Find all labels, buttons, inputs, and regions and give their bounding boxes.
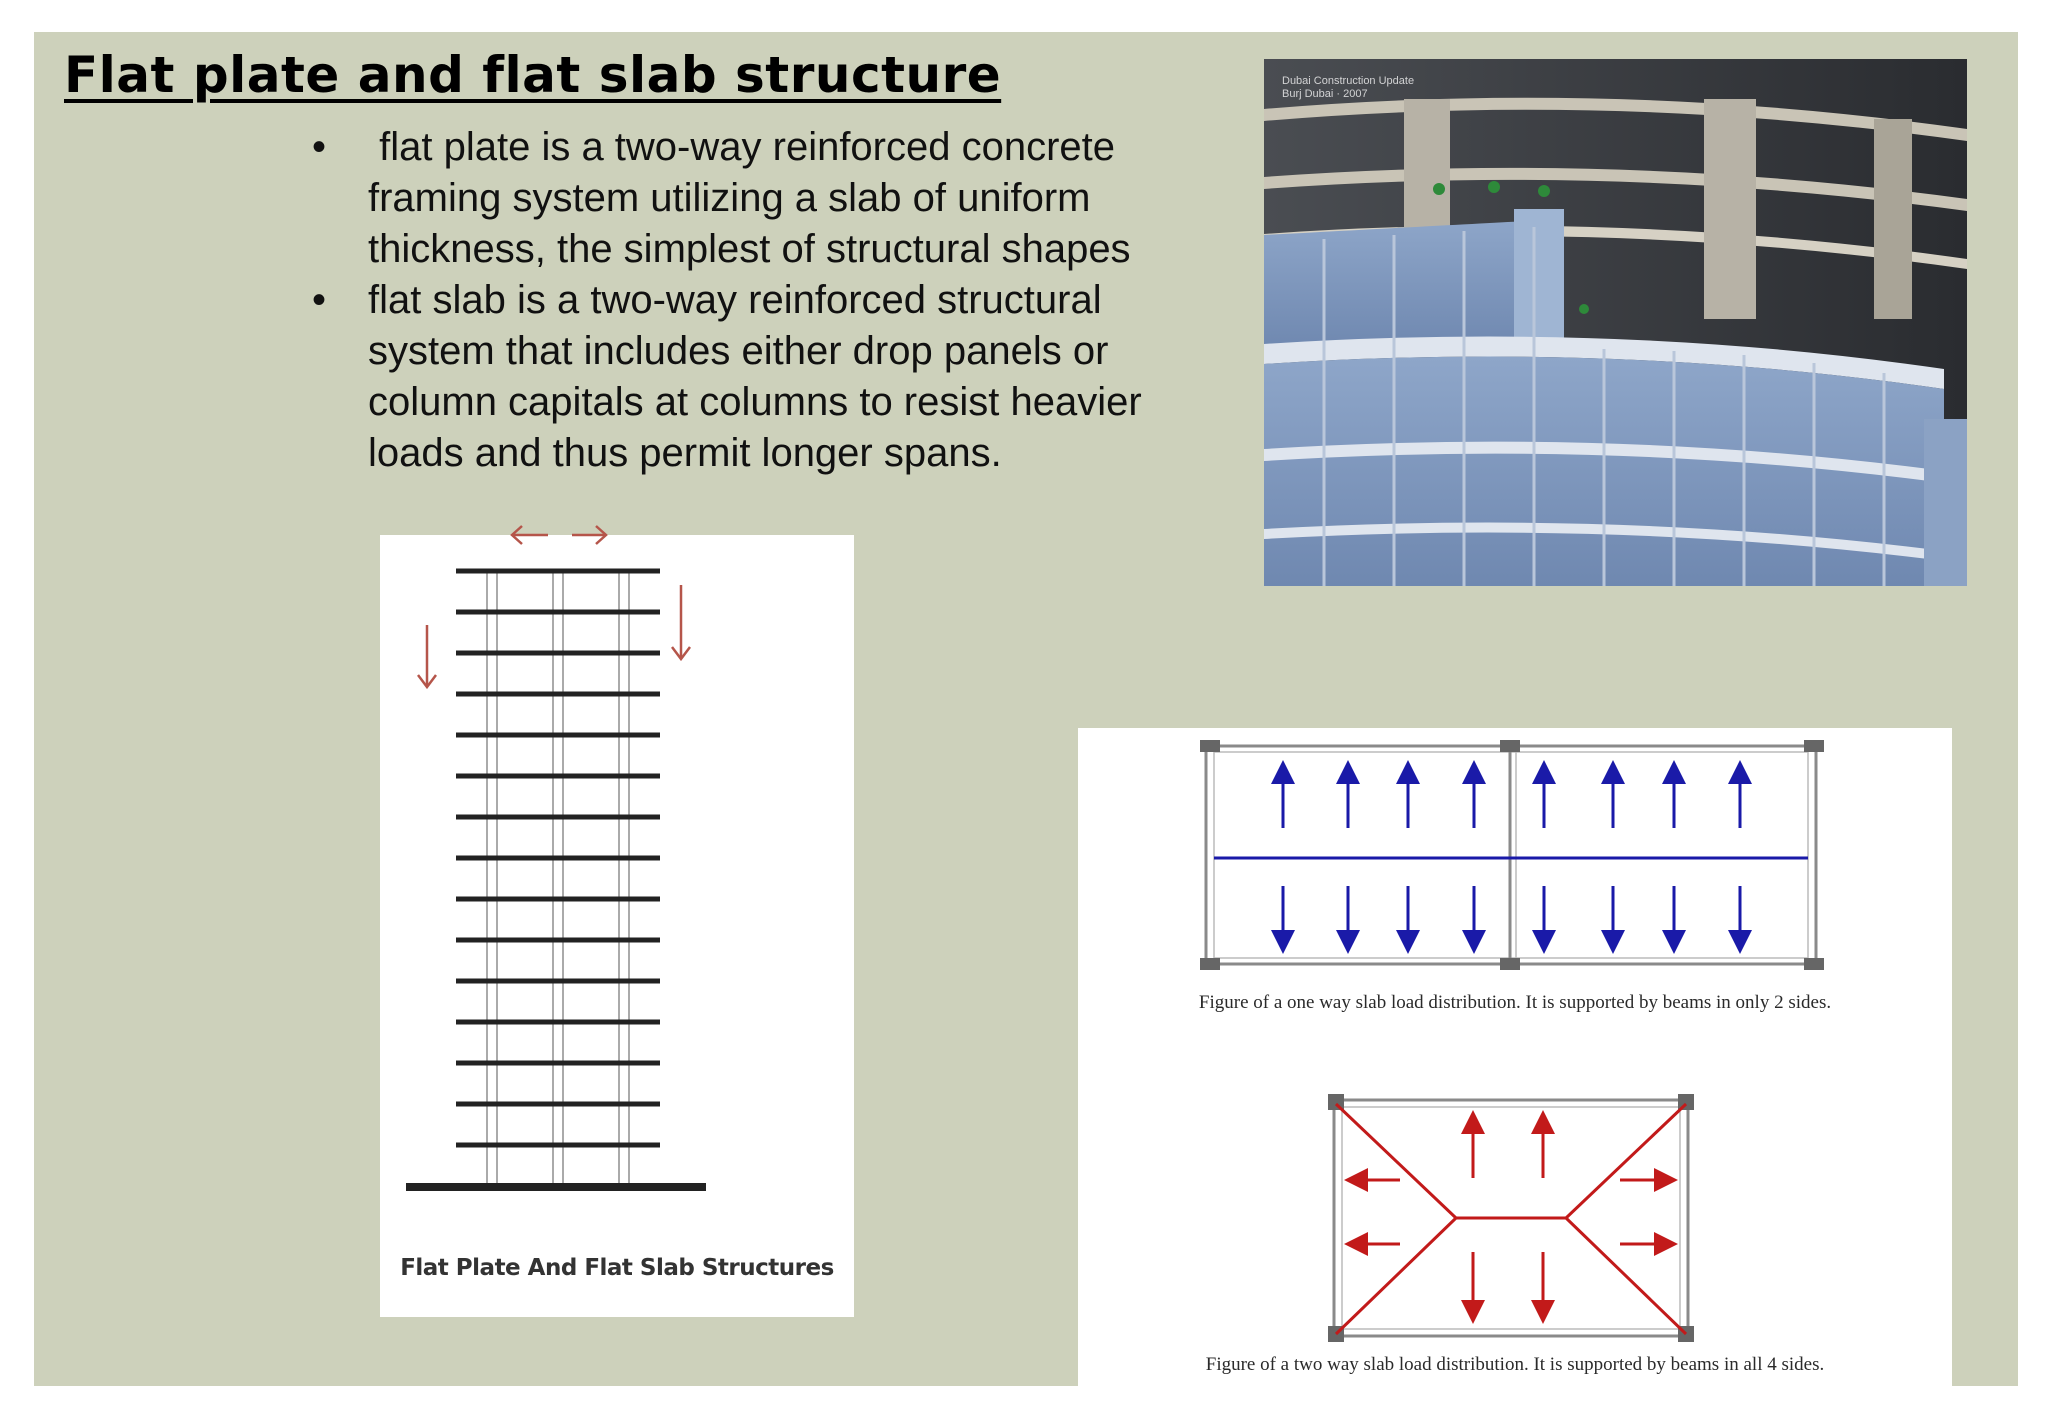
bullet-item	[304, 275, 1224, 479]
one-way-slab-caption: Figure of a one way slab load distribution. It is supported by beams in only 2 sides.	[1198, 992, 1832, 1013]
slab-load-distribution-diagram	[1078, 728, 1952, 1388]
bullet-marker: •	[311, 278, 326, 322]
slide	[34, 32, 2018, 1386]
bullet-item	[304, 122, 1224, 275]
watermark-line: Burj Dubai · 2007	[1282, 88, 1368, 100]
flat-plate-frame-diagram	[380, 535, 854, 1317]
one-way-slab-figure	[1200, 740, 1824, 970]
photo-watermark	[1282, 75, 1414, 101]
bullet-marker: •	[311, 125, 326, 169]
slab-drawing	[1078, 728, 1952, 1388]
slide-title: Flat plate and flat slab structure	[64, 46, 1002, 104]
frame-drawing	[380, 535, 854, 1235]
watermark-line: Dubai Construction Update	[1282, 75, 1415, 87]
two-way-slab-figure	[1328, 1094, 1694, 1342]
bullet-text: flat plate is a two-way reinforced concrete framing system utilizing a slab of uniform thickness, the simplest of structural shapes	[368, 125, 1131, 271]
bullet-list	[304, 122, 1224, 479]
horizontal-load-arrows	[504, 520, 614, 550]
bullet-text: flat slab is a two-way reinforced structural system that includes either drop panels or column capitals at columns to resist heavier loads and thus permit longer spans.	[368, 278, 1142, 475]
two-way-slab-caption: Figure of a two way slab load distribution. It is supported by beams in all 4 sides.	[1205, 1354, 1825, 1375]
building-photo	[1264, 59, 1967, 586]
frame-caption: Flat Plate And Flat Slab Structures	[400, 1255, 834, 1281]
building-facade-photo-icon	[1264, 59, 1967, 586]
